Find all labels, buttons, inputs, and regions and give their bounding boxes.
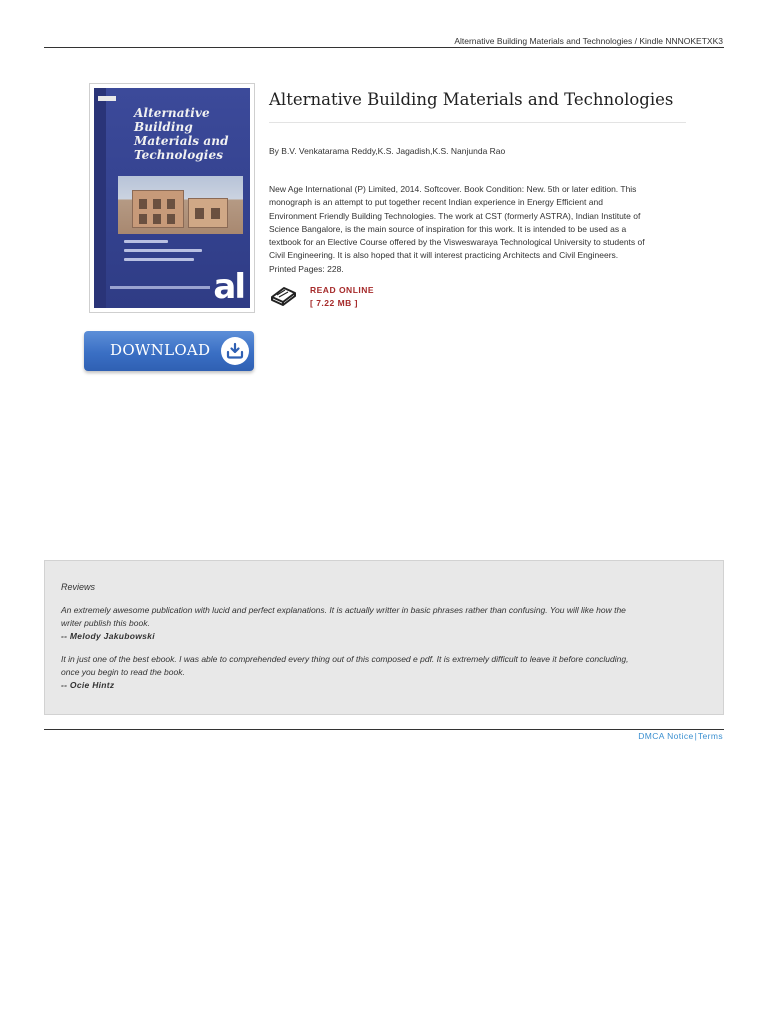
footer-divider [44, 729, 724, 730]
cover-building-block [188, 198, 228, 228]
cover-authors [124, 240, 214, 267]
book-icon[interactable] [269, 284, 297, 306]
cover-publisher-line [110, 286, 210, 289]
download-button-label: DOWNLOAD [110, 341, 211, 359]
book-description [269, 183, 694, 276]
review-author: -- Melody Jakubowski [61, 631, 155, 642]
download-button[interactable] [84, 331, 254, 371]
file-size: [ 7.22 MB ] [310, 298, 359, 308]
description-line: Environment Friendly Building Technologies. The work at CST (formerly ASTRA), Indian Institute of [269, 210, 641, 221]
description-line: monograph is an attempt to put together recent Indian experience in Energy Efficient and [269, 197, 603, 208]
review-author: -- Ocie Hintz [61, 680, 115, 691]
reviews-section [44, 560, 724, 715]
header-divider [44, 47, 724, 48]
title-divider [269, 122, 686, 123]
terms-link[interactable]: Terms [697, 731, 723, 741]
cover-building-photo [118, 176, 243, 234]
page-title: Alternative Building Materials and Technologies [269, 90, 674, 109]
footer-links [638, 731, 723, 741]
book-cover [89, 83, 255, 313]
cover-title-line: Technologies [134, 148, 224, 162]
cover-title-line: Alternative [134, 106, 210, 120]
book-cover-image [94, 88, 250, 308]
cover-publisher-mark [98, 96, 116, 101]
review-item [61, 653, 711, 693]
footer-separator: | [694, 731, 697, 741]
header-title: Alternative Building Materials and Technologies / Kindle NNNOKETXK3 [454, 36, 723, 46]
review-text-line: once you begin to read the book. [61, 667, 185, 678]
review-text-line: An extremely awesome publication with lucid and perfect explanations. It is actually writter in basic phrases rather than confusing. You will like how the [61, 605, 626, 615]
cover-title [134, 106, 246, 162]
description-line: Civil Engineering. It is also hoped that it will interest practicing Architects and Civil Engineers. [269, 250, 619, 261]
description-line: textbook for an Elective Course offered by the Visweswaraya Technological University to students of [269, 237, 645, 248]
description-line: New Age International (P) Limited, 2014. Softcover. Book Condition: New. 5th or later edition. This [269, 184, 637, 194]
description-line: Science Bangalore, is the main source of inspiration for this work. It is intended to be used as a [269, 223, 627, 234]
cover-title-line: Materials and [134, 134, 229, 148]
description-line: Printed Pages: 228. [269, 263, 344, 274]
cover-title-line: Building [134, 120, 193, 134]
cover-spine-stripe [94, 88, 106, 308]
review-text-line: writer publish this book. [61, 618, 150, 629]
review-item [61, 604, 711, 644]
dmca-notice-link[interactable]: DMCA Notice [638, 731, 694, 741]
review-text-line: It in just one of the best ebook. I was able to comprehended every thing out of this composed e pdf. It is extremely difficult to leave it before concluding, [61, 654, 629, 664]
cover-building-block [132, 190, 184, 228]
download-tray-icon [221, 337, 249, 365]
read-online-link[interactable]: READ ONLINE [310, 285, 375, 295]
book-byline: By B.V. Venkatarama Reddy,K.S. Jagadish,K.S. Nanjunda Rao [269, 146, 506, 156]
reviews-heading: Reviews [61, 582, 96, 592]
cover-publisher-logo: al [213, 267, 244, 307]
